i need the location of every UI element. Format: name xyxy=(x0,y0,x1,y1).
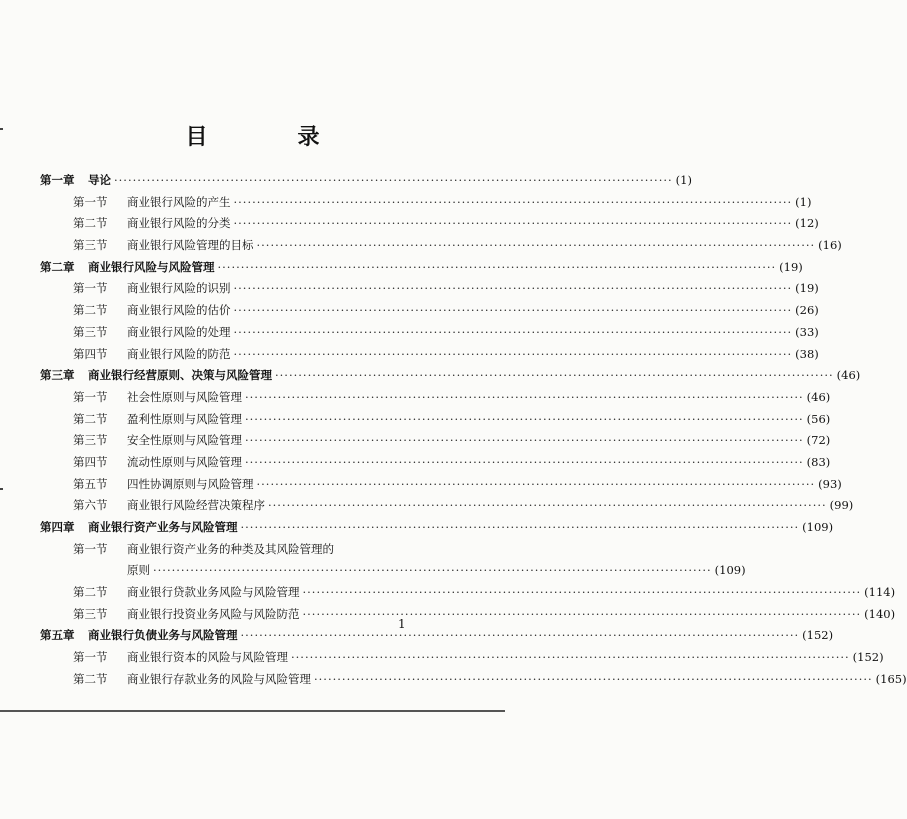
toc-section-entry xyxy=(40,584,896,606)
entry-label: 第五节 xyxy=(73,476,108,491)
entry-page: (19) xyxy=(779,259,803,274)
entry-page: (38) xyxy=(795,346,819,361)
toc-section-entry xyxy=(40,497,854,519)
dot-leader: ························································································································ xyxy=(233,324,793,339)
entry-label: 第一节 xyxy=(73,194,108,209)
entry-page: (140) xyxy=(864,606,896,621)
dot-leader: ························································································································ xyxy=(302,606,862,621)
toc-chapter-entry xyxy=(40,519,834,541)
entry-title: 商业银行风险的识别 xyxy=(127,281,231,296)
entry-title: 商业银行风险的防范 xyxy=(127,346,231,361)
toc-section-entry xyxy=(40,432,831,454)
entry-title: 商业银行资本的风险与风险管理 xyxy=(127,650,288,665)
toc-section-entry xyxy=(40,541,432,563)
dot-leader: ························································································································ xyxy=(256,238,816,253)
toc-section-entry xyxy=(40,649,884,671)
entry-label: 第四节 xyxy=(73,346,108,361)
scan-mark xyxy=(0,128,3,130)
page-title: 目 录 xyxy=(185,124,354,150)
entry-title: 商业银行风险的产生 xyxy=(127,194,231,209)
entry-title: 商业银行经营原则、决策与风险管理 xyxy=(88,368,272,383)
toc-section-entry xyxy=(40,411,831,433)
dot-leader: ························································································································ xyxy=(233,281,793,296)
entry-title: 商业银行风险经营决策程序 xyxy=(127,498,265,513)
dot-leader: ························································································································ xyxy=(233,303,793,318)
entry-label: 第一节 xyxy=(73,541,108,556)
toc-section-entry xyxy=(40,476,842,498)
dot-leader: ························································································································ xyxy=(233,194,793,209)
entry-label: 第四章 xyxy=(40,520,75,534)
entry-title: 商业银行投资业务风险与风险防范 xyxy=(127,606,300,621)
dot-leader: ························································································································ xyxy=(233,216,793,231)
dot-leader: ························································································································ xyxy=(217,259,777,274)
entry-label: 第二节 xyxy=(73,411,108,426)
toc-section-entry xyxy=(40,389,831,411)
entry-page: (83) xyxy=(806,454,831,469)
dot-leader: ························································································································ xyxy=(240,520,800,534)
dot-leader: ························································································································ xyxy=(240,628,800,643)
dot-leader: ························································································································ xyxy=(245,411,804,426)
toc-section-entry xyxy=(40,324,819,346)
entry-label: 第三节 xyxy=(73,238,108,253)
entry-page: (46) xyxy=(806,389,831,404)
entry-title: 商业银行存款业务的风险与风险管理 xyxy=(127,671,311,686)
divider xyxy=(0,710,505,712)
entry-label: 第一节 xyxy=(73,389,108,404)
table-of-contents xyxy=(40,172,907,693)
entry-label: 第三节 xyxy=(73,606,108,621)
toc-section-entry xyxy=(40,237,842,259)
entry-label: 第三节 xyxy=(73,324,108,339)
entry-title: 商业银行资产业务的种类及其风险管理的 xyxy=(127,541,334,556)
entry-title: 四性协调原则与风险管理 xyxy=(127,476,254,491)
entry-title: 商业银行风险的分类 xyxy=(127,216,231,231)
dot-leader: ························································································································ xyxy=(245,433,804,448)
entry-page: (114) xyxy=(864,585,896,600)
entry-label: 第三章 xyxy=(40,368,75,383)
toc-section-entry xyxy=(40,280,819,302)
dot-leader: ························································································································ xyxy=(256,476,816,491)
entry-page: (33) xyxy=(795,324,819,339)
dot-leader: ························································································································ xyxy=(114,173,673,187)
toc-chapter-entry xyxy=(40,259,803,281)
dot-leader: ························································································································ xyxy=(245,389,804,404)
entry-label: 第二节 xyxy=(73,303,108,318)
entry-label: 第三节 xyxy=(73,433,108,448)
entry-page: (1) xyxy=(795,194,812,209)
entry-title: 商业银行风险与风险管理 xyxy=(88,259,215,274)
entry-page: (109) xyxy=(802,520,834,534)
entry-title: 社会性原则与风险管理 xyxy=(127,389,242,404)
entry-page: (19) xyxy=(795,281,819,296)
entry-label: 第一节 xyxy=(73,650,108,665)
toc-section-entry xyxy=(40,346,819,368)
toc-chapter-entry xyxy=(40,627,834,649)
entry-page: (165) xyxy=(875,671,907,686)
toc-section-entry xyxy=(40,606,896,628)
entry-page: (152) xyxy=(802,628,834,643)
toc-section-entry xyxy=(40,454,831,476)
entry-page: (93) xyxy=(818,476,842,491)
entry-page: (12) xyxy=(795,216,819,231)
entry-label: 第二章 xyxy=(40,259,75,274)
dot-leader: ························································································································ xyxy=(153,563,712,578)
entry-page: (72) xyxy=(806,433,831,448)
entry-title: 流动性原则与风险管理 xyxy=(127,454,242,469)
entry-title: 导论 xyxy=(88,173,111,187)
entry-title: 商业银行风险的估价 xyxy=(127,303,231,318)
entry-title: 商业银行风险的处理 xyxy=(127,324,231,339)
entry-label: 第二节 xyxy=(73,585,108,600)
toc-section-entry xyxy=(40,302,819,324)
dot-leader: ························································································································ xyxy=(245,454,804,469)
scan-mark xyxy=(0,488,3,490)
entry-page: (26) xyxy=(795,303,819,318)
toc-section-entry xyxy=(40,562,746,584)
entry-title: 原则 xyxy=(127,563,150,578)
dot-leader: ························································································································ xyxy=(314,671,873,686)
entry-page: (109) xyxy=(714,563,746,578)
dot-leader: ························································································································ xyxy=(291,650,850,665)
dot-leader: ························································································································ xyxy=(275,368,834,383)
toc-section-entry xyxy=(40,671,907,693)
entry-label: 第五章 xyxy=(40,628,75,643)
entry-label: 第一节 xyxy=(73,281,108,296)
entry-page: (152) xyxy=(852,650,884,665)
toc-chapter-entry xyxy=(40,367,861,389)
dot-leader: ························································································································ xyxy=(302,585,862,600)
entry-label: 第四节 xyxy=(73,454,108,469)
entry-label: 第六节 xyxy=(73,498,108,513)
toc-section-entry xyxy=(40,194,812,216)
entry-page: (1) xyxy=(675,173,692,187)
entry-title: 商业银行资产业务与风险管理 xyxy=(88,520,238,534)
page-number: 1 xyxy=(398,617,406,631)
toc-chapter-entry xyxy=(40,172,692,194)
entry-title: 商业银行贷款业务风险与风险管理 xyxy=(127,585,300,600)
entry-page: (56) xyxy=(806,411,831,426)
toc-section-entry xyxy=(40,215,819,237)
entry-title: 商业银行风险管理的目标 xyxy=(127,238,254,253)
entry-label: 第二节 xyxy=(73,671,108,686)
entry-page: (16) xyxy=(818,238,842,253)
entry-label: 第二节 xyxy=(73,216,108,231)
entry-title: 商业银行负债业务与风险管理 xyxy=(88,628,238,643)
entry-title: 盈利性原则与风险管理 xyxy=(127,411,242,426)
entry-page: (99) xyxy=(829,498,854,513)
entry-page: (46) xyxy=(836,368,861,383)
entry-label: 第一章 xyxy=(40,173,75,187)
dot-leader: ························································································································ xyxy=(233,346,793,361)
dot-leader: ························································································································ xyxy=(268,498,827,513)
entry-title: 安全性原则与风险管理 xyxy=(127,433,242,448)
